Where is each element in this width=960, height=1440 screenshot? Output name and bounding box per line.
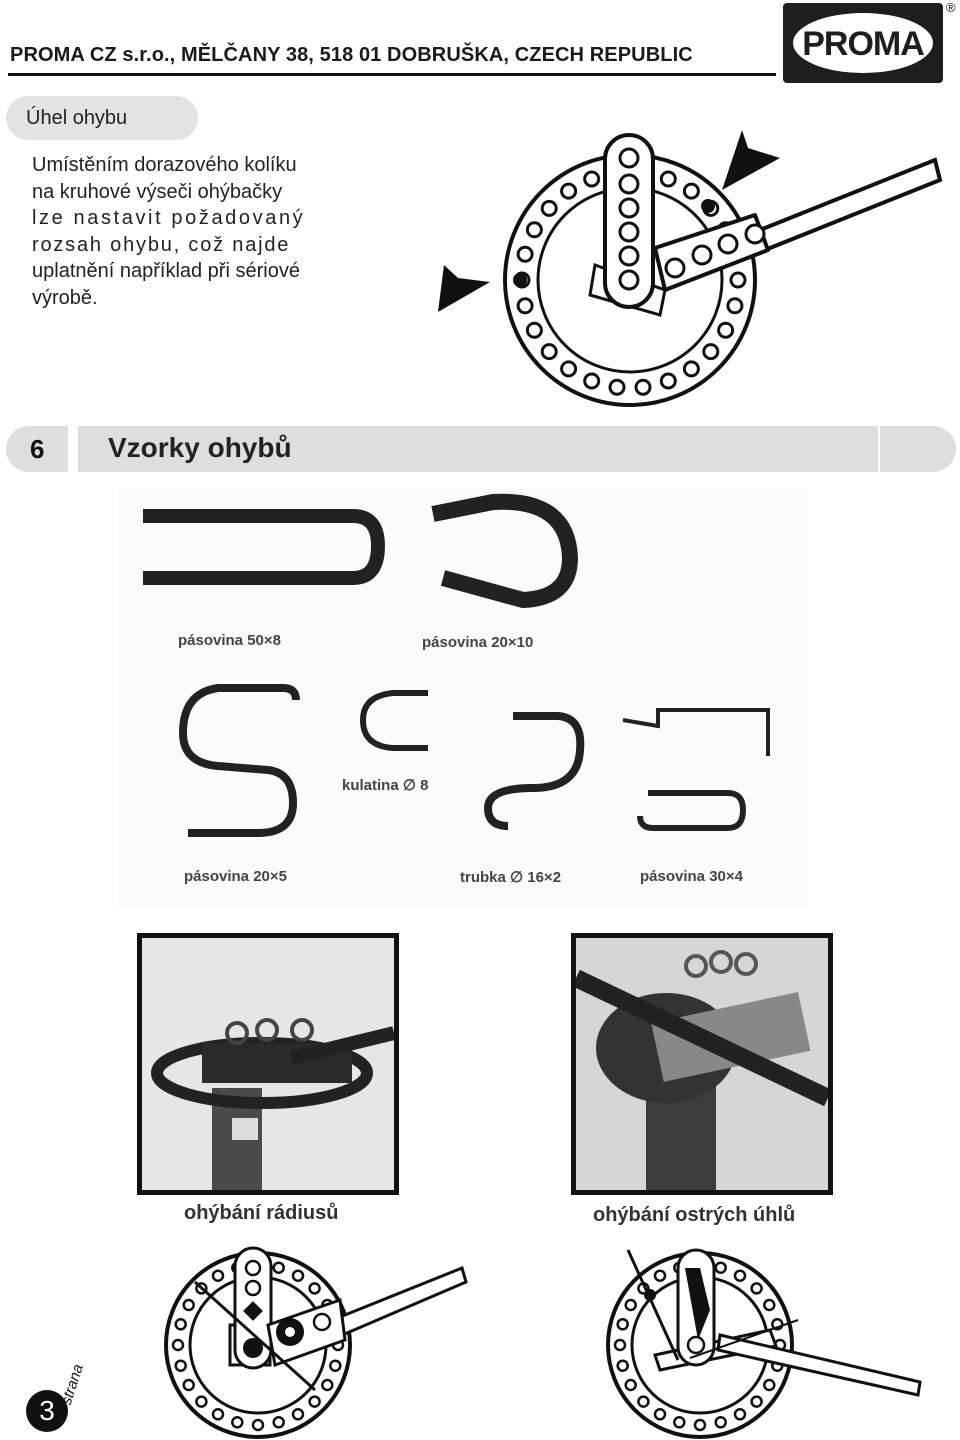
dial-hole	[562, 184, 576, 198]
bender-dial-diagram	[430, 120, 950, 420]
dial-hole	[542, 201, 556, 215]
dial-hole	[728, 299, 742, 313]
dial-hole	[661, 374, 675, 388]
dial-hole	[704, 345, 718, 359]
dial-hole	[615, 1340, 625, 1350]
dial-hole	[585, 172, 599, 186]
dial-hole	[585, 374, 599, 388]
section-number-badge	[6, 426, 68, 472]
paragraph-line: výrobě.	[32, 286, 98, 309]
dial-hole	[752, 1283, 762, 1293]
dial-hole	[719, 323, 733, 337]
photo-sharp-angle-bending	[571, 933, 833, 1195]
dial-hole	[610, 380, 624, 394]
dial-hole	[322, 1380, 332, 1390]
bend-angle-heading	[6, 96, 198, 140]
dial-hole	[764, 1300, 774, 1310]
dial-diagram-radius	[150, 1240, 480, 1440]
sample-label: kulatina ∅ 8	[342, 777, 429, 794]
dial-hole	[527, 223, 541, 237]
dial-hole	[764, 1380, 774, 1390]
dial-hole	[253, 1420, 263, 1430]
dial-hole	[661, 172, 675, 186]
dial-hole	[542, 345, 556, 359]
header-divider	[8, 73, 776, 76]
dial-diagram-sharp	[600, 1240, 930, 1440]
dial-hole	[293, 1271, 303, 1281]
dial-hole	[636, 380, 650, 394]
dial-hole	[196, 1397, 206, 1407]
dial-hole	[232, 1417, 242, 1427]
section-title: Vzorky ohybů	[108, 432, 292, 463]
paragraph-line: Umístěním dorazového kolíku	[32, 154, 297, 176]
sample-label: pásovina 20×10	[422, 634, 534, 651]
dial-hole	[527, 323, 541, 337]
dial-hole	[626, 1300, 636, 1310]
dial-hole	[176, 1361, 186, 1371]
registered-mark: ®	[946, 0, 956, 15]
stop-pin-right	[701, 199, 715, 213]
dial-hole	[213, 1271, 223, 1281]
dial-hole	[274, 1417, 284, 1427]
dial-hole	[655, 1409, 665, 1419]
photo-radius-bending	[137, 933, 399, 1195]
dial-hole	[638, 1397, 648, 1407]
dial-hole	[184, 1300, 194, 1310]
photo-caption-sharp: ohýbání ostrých úhlů	[593, 1204, 796, 1226]
dial-hole	[518, 247, 532, 261]
dial-hole	[674, 1417, 684, 1427]
dial-hole	[684, 362, 698, 376]
bend-samples-image	[118, 488, 808, 908]
dial-hole	[618, 1361, 628, 1371]
dial-hole	[618, 1319, 628, 1329]
page-number: 3	[26, 1390, 68, 1432]
dial-hole	[310, 1283, 320, 1293]
sample-label: pásovina 20×5	[184, 868, 287, 885]
paragraph-line: rozsah ohybu, což najde	[32, 233, 291, 256]
dial-hole	[735, 1271, 745, 1281]
dial-hole	[293, 1409, 303, 1419]
header-company-line: PROMA CZ s.r.o., MĚLČANY 38, 518 01 DOBRUŠKA, CZECH REPUBLIC	[10, 44, 693, 66]
sample-label: pásovina 30×4	[640, 868, 743, 885]
logo-text: PROMA	[802, 25, 924, 63]
dial-hole	[518, 299, 532, 313]
dial-hole	[695, 1420, 705, 1430]
dial-hole	[213, 1409, 223, 1419]
dial-hole	[752, 1397, 762, 1407]
dial-hole	[184, 1380, 194, 1390]
dial-hole	[716, 1417, 726, 1427]
bend-angle-heading-label: Úhel ohybu	[26, 107, 128, 129]
dial-hole	[173, 1340, 183, 1350]
dial-hole	[655, 1271, 665, 1281]
sample-label: trubka ∅ 16×2	[460, 869, 562, 886]
stop-pin-left	[513, 273, 527, 287]
section-bar-end	[880, 426, 956, 472]
dial-hole	[626, 1380, 636, 1390]
paragraph-line: na kruhové výseči ohýbačky	[32, 180, 283, 203]
paragraph-line: uplatnění například při sériové	[32, 260, 300, 282]
sample-label: pásovina 50×8	[178, 632, 281, 649]
dial-hole	[330, 1361, 340, 1371]
dial-hole	[310, 1397, 320, 1407]
dial-hole	[684, 184, 698, 198]
dial-hole	[274, 1263, 284, 1273]
dial-hole	[735, 1409, 745, 1419]
dial-hole	[731, 273, 745, 287]
page-word: strana	[57, 1362, 87, 1407]
paragraph-line: lze nastavit požadovaný	[32, 207, 306, 229]
proma-logo	[783, 3, 943, 83]
section-number: 6	[30, 434, 45, 464]
dial-hole	[562, 362, 576, 376]
dial-hole	[716, 1263, 726, 1273]
bend-angle-paragraph	[32, 152, 352, 311]
arrow-left	[438, 265, 490, 312]
photo-caption-radius: ohýbání rádiusů	[184, 1202, 339, 1224]
dial-hole	[176, 1319, 186, 1329]
arrow-right	[722, 130, 780, 190]
